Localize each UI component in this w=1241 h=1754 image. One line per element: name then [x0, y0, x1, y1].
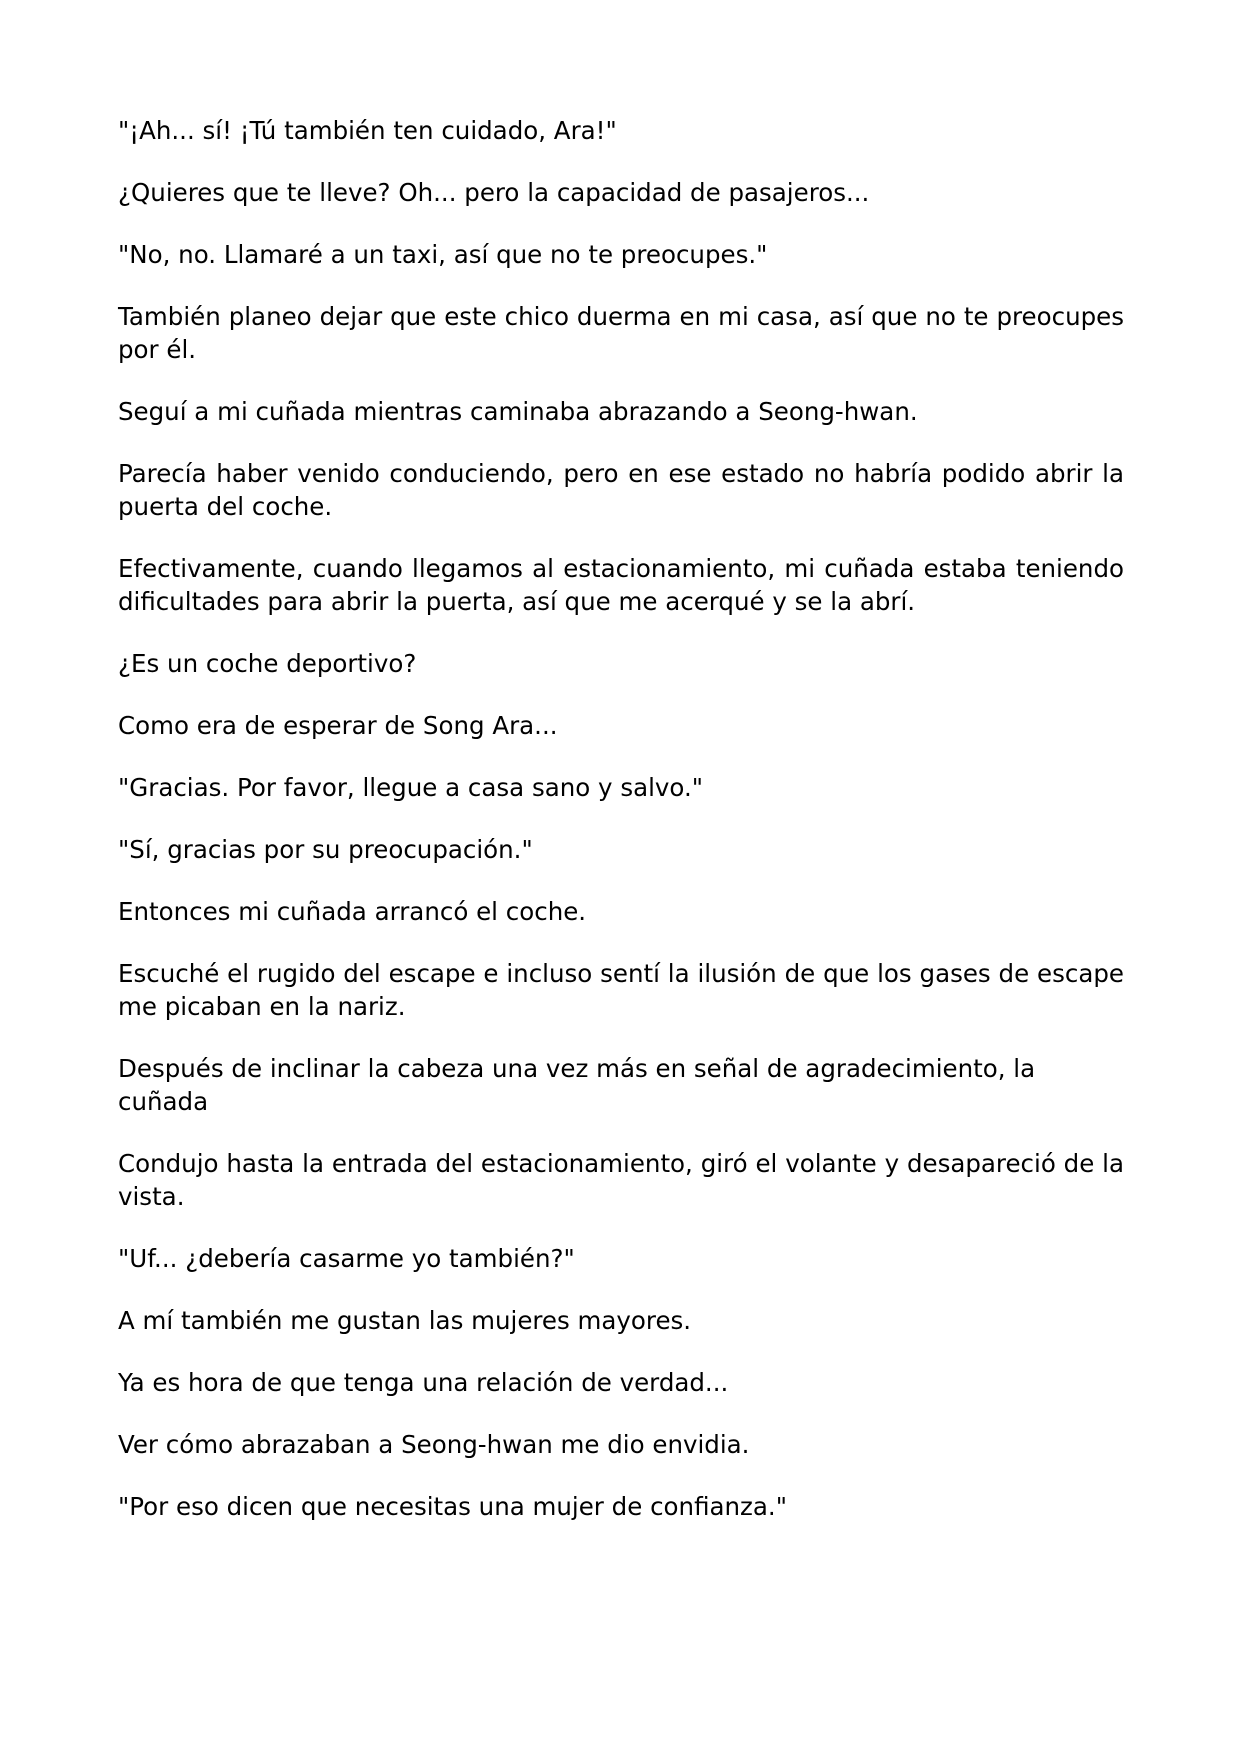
paragraph: "Por eso dicen que necesitas una mujer de confianza."	[118, 1492, 787, 1521]
paragraph: Condujo hasta la entrada del estacionamiento, giró el volante y desapareció de la vista.	[118, 1149, 1124, 1211]
paragraph: "Uf... ¿debería casarme yo también?"	[118, 1244, 575, 1273]
paragraph: Escuché el rugido del escape e incluso sentí la ilusión de que los gases de escape me picaban en la nariz.	[118, 959, 1124, 1021]
paragraph: Seguí a mi cuñada mientras caminaba abrazando a Seong-hwan.	[118, 397, 918, 426]
paragraph: Después de inclinar la cabeza una vez más en señal de agradecimiento, la cuñada	[118, 1054, 1036, 1116]
paragraph: "No, no. Llamaré a un taxi, así que no te preocupes."	[118, 240, 768, 269]
paragraph: También planeo dejar que este chico duerma en mi casa, así que no te preocupes por él.	[118, 302, 1124, 364]
paragraph: "¡Ah... sí! ¡Tú también ten cuidado, Ara!"	[118, 116, 617, 145]
paragraph: Ya es hora de que tenga una relación de verdad...	[118, 1368, 729, 1397]
paragraph: ¿Quieres que te lleve? Oh... pero la capacidad de pasajeros...	[118, 178, 870, 207]
paragraph: A mí también me gustan las mujeres mayores.	[118, 1306, 692, 1335]
paragraph: Ver cómo abrazaban a Seong-hwan me dio envidia.	[118, 1430, 750, 1459]
paragraph: "Sí, gracias por su preocupación."	[118, 835, 533, 864]
body-text	[118, 114, 1124, 1552]
paragraph: Entonces mi cuñada arrancó el coche.	[118, 897, 587, 926]
paragraph: Parecía haber venido conduciendo, pero en ese estado no habría podido abrir la puerta del coche.	[118, 459, 1124, 521]
paragraph: Efectivamente, cuando llegamos al estacionamiento, mi cuñada estaba teniendo dificultades para abrir la puerta, así que me acerqué y se la abrí.	[118, 554, 1124, 616]
paragraph: ¿Es un coche deportivo?	[118, 649, 417, 678]
paragraph: Como era de esperar de Song Ara...	[118, 711, 558, 740]
paragraph: "Gracias. Por favor, llegue a casa sano y salvo."	[118, 773, 704, 802]
